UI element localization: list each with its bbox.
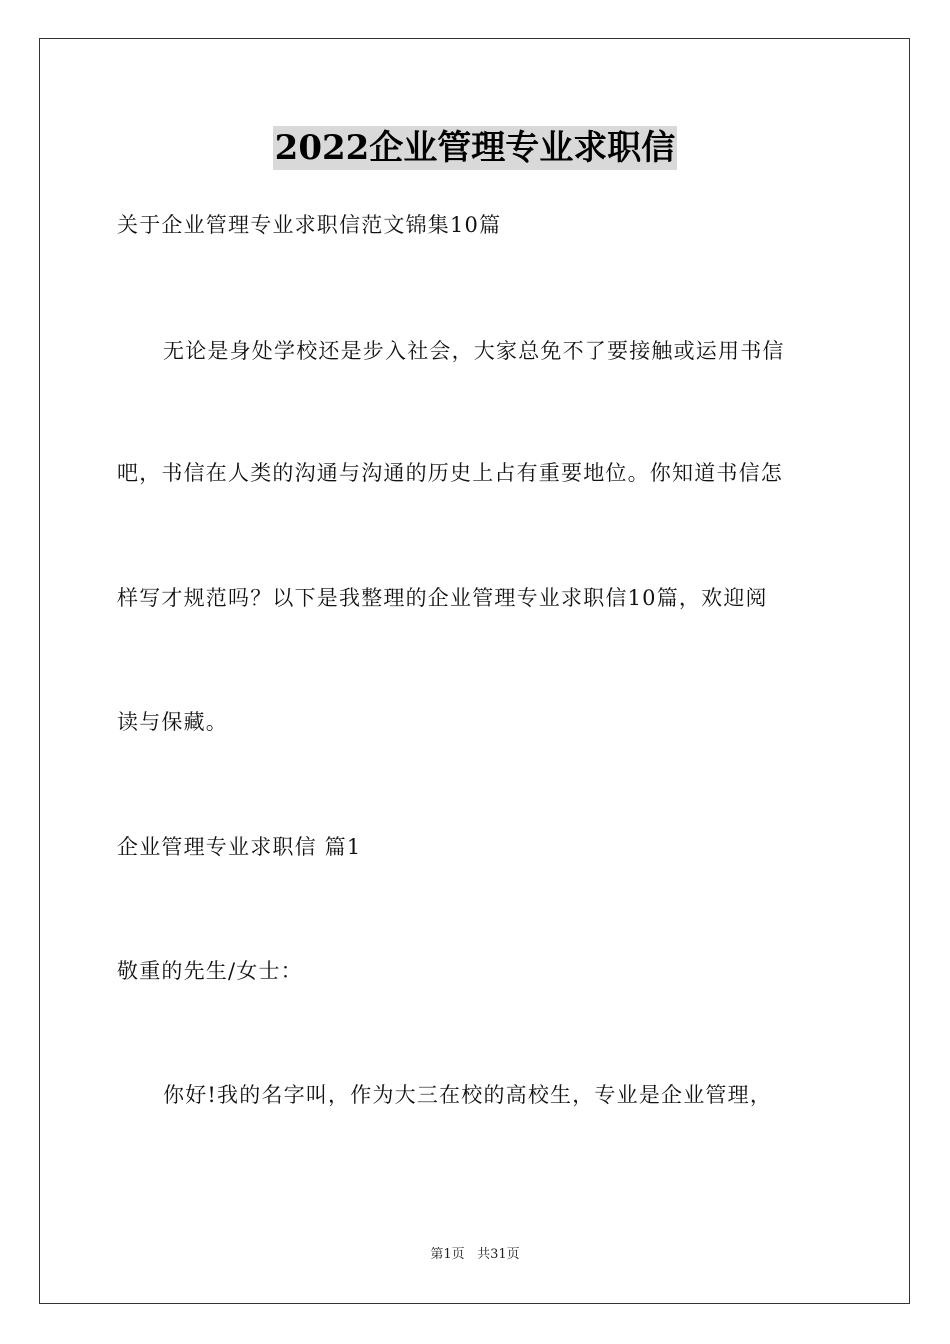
- paragraph-line: 无论是身处学校还是步入社会，大家总免不了要接触或运用书信: [163, 339, 785, 363]
- paragraph-line: 读与保藏。: [117, 710, 228, 734]
- paragraph-line: 你好!我的名字叫，作为大三在校的高校生，专业是企业管理，: [163, 1083, 773, 1107]
- salutation: 敬重的先生/女士：: [117, 959, 303, 983]
- title-container: [0, 126, 950, 170]
- page-total: 共31页: [477, 1247, 520, 1262]
- document-subtitle: 关于企业管理专业求职信范文锦集10篇: [117, 213, 502, 237]
- page-footer: [0, 1246, 950, 1264]
- paragraph-line: 样写才规范吗？以下是我整理的企业管理专业求职信10篇，欢迎阅: [117, 586, 768, 610]
- section-heading: 企业管理专业求职信 篇1: [117, 835, 362, 859]
- document-title: 2022企业管理专业求职信: [274, 128, 676, 168]
- paragraph-line: 吧，书信在人类的沟通与沟通的历史上占有重要地位。你知道书信怎: [117, 461, 783, 485]
- page-number: 第1页: [430, 1247, 465, 1262]
